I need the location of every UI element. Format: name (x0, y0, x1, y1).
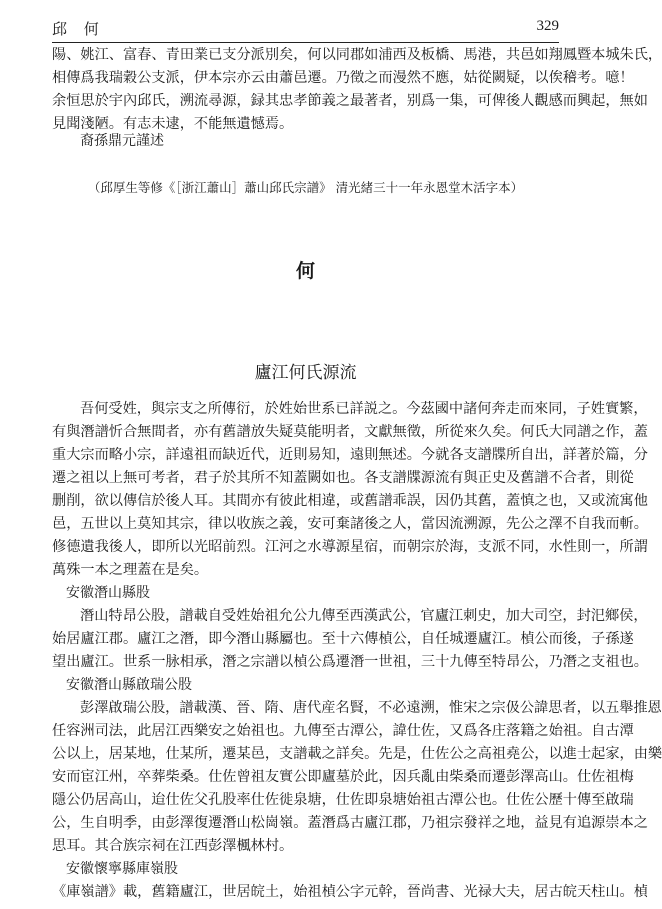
intro-paragraph (52, 44, 662, 136)
text-line: 安而宦江州，卒葬柴桑。仕佐曾祖友實公即廬墓於此，因兵亂由柴桑而遷彭澤高山。仕佐祖梅 (52, 769, 634, 785)
running-header (52, 18, 559, 40)
section-title: 何 (295, 260, 315, 282)
page-number: 329 (536, 18, 559, 34)
text-line: 陽、姚江、富春、青田業已支分派別矣，何以同郡如浦西及板橋、馬港，共邑如翔鳳暨本城朱氏， (52, 47, 662, 63)
header-rule (52, 42, 559, 43)
text-line: 公以上，居某地，仕某所，遷某邑，支譜載之詳矣。先是，仕佐公之高祖堯公，以進士起家，由樂 (52, 746, 662, 762)
text-line: 有與潛譜忻合無間者，亦有舊譜放失疑莫能明者，文獻無徵，所從來久矣。何氏大同譜之作，蓋 (52, 424, 648, 440)
text-line: 重大宗而略小宗，詳遠祖而缺近代，近則易知，遠則無述。今就各支譜牒所自出，詳著於篇，分 (52, 447, 648, 463)
subsection-heading: 安徽潛山縣啟瑞公股 (66, 677, 192, 693)
source-note: （邱厚生等修《［浙江蕭山］蕭山邱氏宗譜》 清光緒三十一年永恩堂木活字本） (87, 180, 524, 195)
text-line: 望出廬江。世系一脉相承，潛之宗譜以楨公爲遷潛一世祖，三十九傳至特昂公，乃潛之支祖也。 (52, 654, 648, 670)
text-line: 相傳爲我瑞穀公支派，伊本宗亦云由蕭邑遷。乃徵之而漫然不應，姑從闕疑，以俟稽考。噫！ (52, 70, 634, 86)
text-line: 修德遺我後人，即所以光昭前烈。江河之水導源星宿，而朝宗於海，支派不同，水性則一，所謂 (52, 539, 648, 555)
subsection-heading: 安徽潛山縣股 (66, 585, 150, 601)
text-line: 公，生自明季，由彭澤復遷潛山松崗嶺。蓋潛爲古廬江郡，乃祖宗發祥之地，益見有追源崇本之 (52, 815, 648, 831)
text-line: 删削，欲以傳信於後人耳。其間亦有彼此相違，或舊譜乖誤，因仍其舊，蓋慎之也，又或流寓他 (52, 493, 648, 509)
text-line: 潛山特昂公股，譜載自受姓始祖允公九傳至西漢武公，官廬江刺史，加大司空，封汜鄉侯， (80, 608, 648, 624)
chapter-title: 邱 何 (52, 20, 105, 38)
text-line: 彭澤啟瑞公股，譜載漢、晉、隋、唐代産名賢，不必遠溯，惟宋之宗伋公諱思者，以五舉推恩 (80, 700, 662, 716)
text-line: 余恒思於宇內邱氏，溯流尋源，録其忠孝節義之最著者，别爲一集，可俾後人觀感而興起，無如 (52, 93, 648, 109)
text-line: 《庫嶺譜》載，舊籍廬江，世居皖土，始祖楨公字元幹，晉尚書、光禄大夫，居古皖天柱山。楨 (52, 884, 648, 900)
subsection-heading: 安徽懷寧縣庫嶺股 (66, 861, 178, 877)
article-body (52, 398, 662, 904)
text-line: 任容洲司法，此居江西樂安之始祖也。九傳至古潭公，諱仕佐，又爲各庄落籍之始祖。自古潭 (52, 723, 634, 739)
text-line: 遷之祖以上無可考者，君子於其所不知蓋闕如也。各支譜牒源流有與正史及舊譜不合者，則從 (52, 470, 634, 486)
text-line: 邑，五世以上莫知其宗，律以收族之義，安可棄諸後之人，當因流溯源，先公之澤不自我而斬。 (52, 516, 648, 532)
text-line: 吾何受姓，與宗支之所傳衍，於姓始世系已詳説之。今茲國中諸何奔走而來同，子姓實繁， (80, 401, 648, 417)
text-line: 思耳。其合族宗祠在江西彭澤楓林村。 (52, 838, 294, 854)
text-line: 萬殊一本之理蓋在是矣。 (52, 562, 209, 578)
signature: 裔孫鼎元謹述 (80, 133, 164, 149)
text-line: 始居廬江郡。廬江之潛，即今潛山縣屬也。至十六傳楨公，自任城遷廬江。楨公而後，子孫遂 (52, 631, 634, 647)
text-line: 見聞淺陋。有志未逮，不能無遺憾焉。 (52, 116, 294, 132)
article-title: 廬江何氏源流 (254, 363, 357, 383)
text-line: 隱公仍居高山，迨仕佐父孔股率仕佐徙泉塘，仕佐即泉塘始祖古潭公也。仕佐公歷十傳至啟瑞 (52, 792, 634, 808)
